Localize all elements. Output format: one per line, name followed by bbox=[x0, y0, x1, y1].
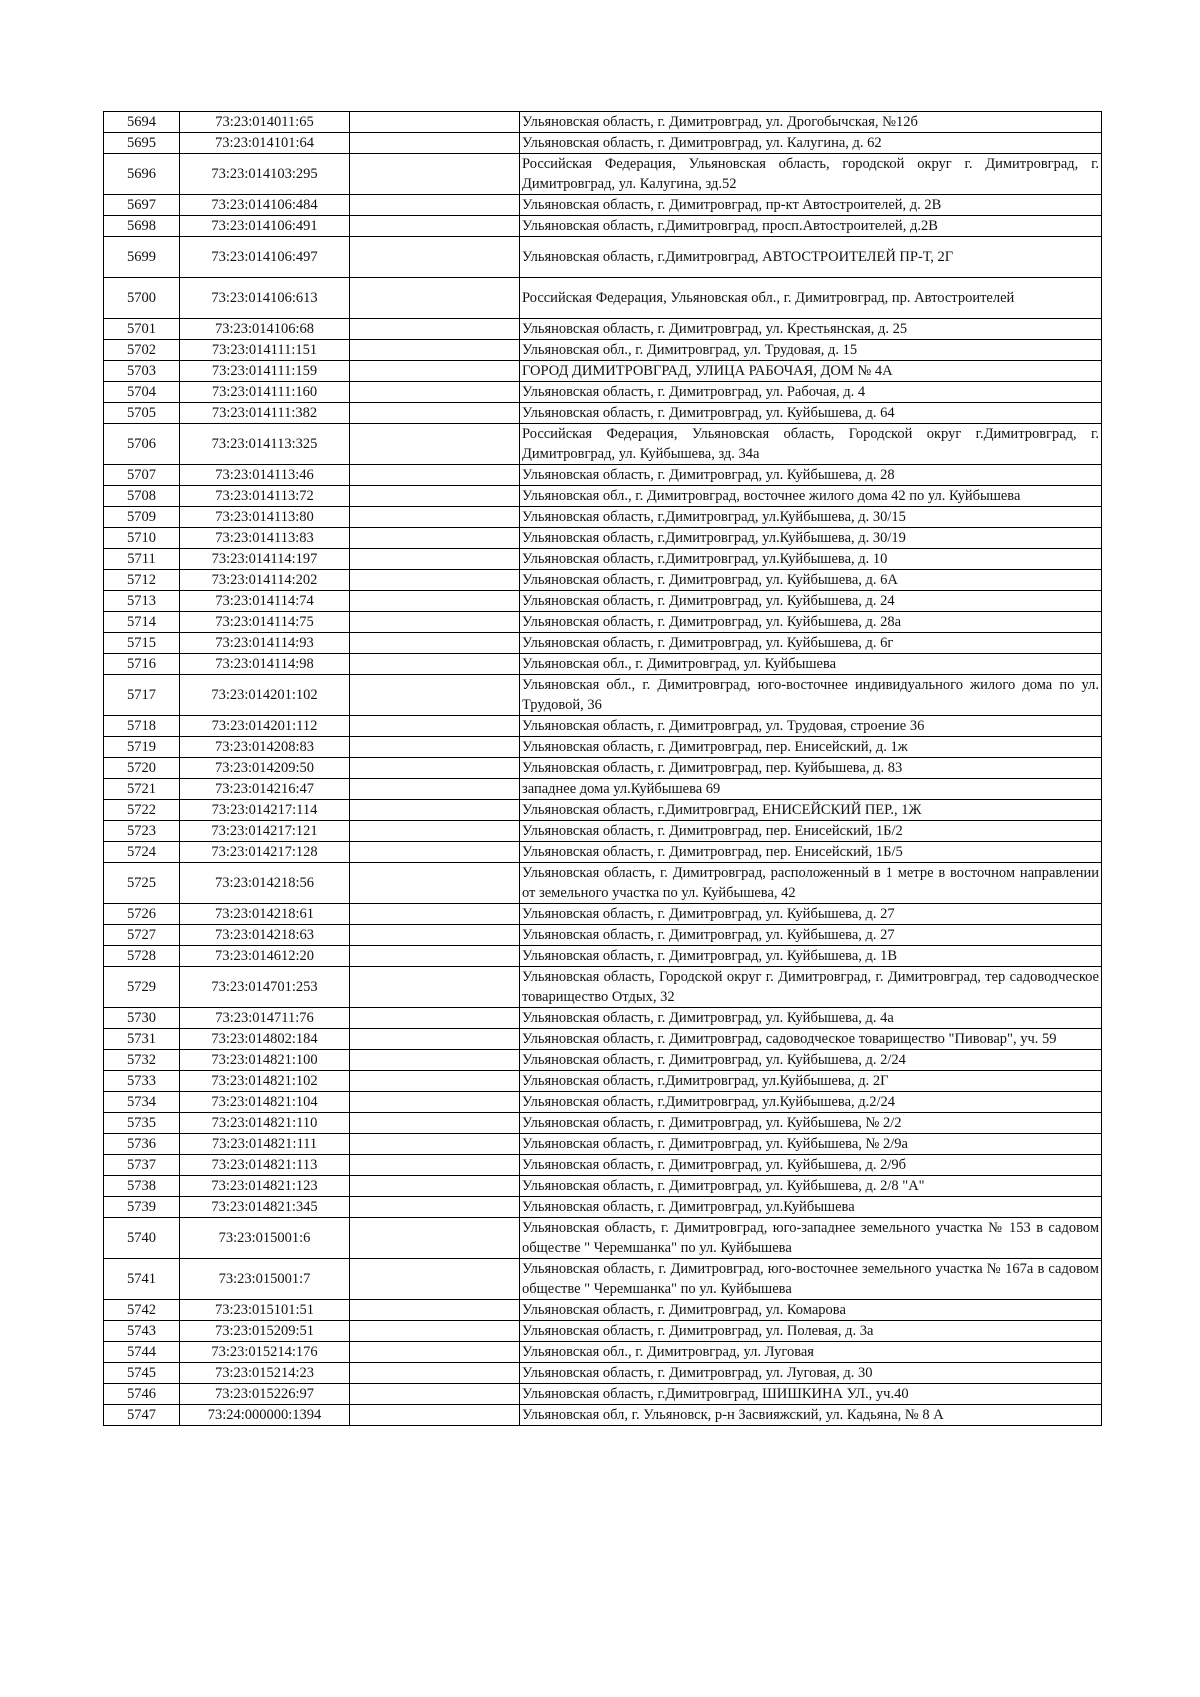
address: Ульяновская область, г. Димитровград, ул. Луговая, д. 30 bbox=[520, 1363, 1102, 1384]
row-number: 5701 bbox=[104, 319, 180, 340]
empty-cell bbox=[350, 633, 520, 654]
address: Ульяновская область, г. Димитровград, ул. Куйбышева, д. 2/8 "А" bbox=[520, 1176, 1102, 1197]
cadastral-number: 73:23:015001:7 bbox=[180, 1259, 350, 1300]
table-row bbox=[104, 612, 1102, 633]
table-row bbox=[104, 403, 1102, 424]
cadastral-number: 73:23:014821:113 bbox=[180, 1155, 350, 1176]
table-row bbox=[104, 863, 1102, 904]
table-row bbox=[104, 1071, 1102, 1092]
cadastral-number: 73:23:014111:382 bbox=[180, 403, 350, 424]
empty-cell bbox=[350, 278, 520, 319]
address: Ульяновская область, г. Димитровград, ул. Трудовая, строение 36 bbox=[520, 716, 1102, 737]
row-number: 5700 bbox=[104, 278, 180, 319]
cadastral-number: 73:23:014114:197 bbox=[180, 549, 350, 570]
table-row bbox=[104, 1342, 1102, 1363]
table-row bbox=[104, 591, 1102, 612]
empty-cell bbox=[350, 654, 520, 675]
address: Ульяновская область, г. Димитровград, пер. Енисейский, 1Б/5 bbox=[520, 842, 1102, 863]
cadastral-number: 73:23:014113:72 bbox=[180, 486, 350, 507]
empty-cell bbox=[350, 1008, 520, 1029]
row-number: 5718 bbox=[104, 716, 180, 737]
address: Ульяновская область, г. Димитровград, ул. Куйбышева, № 2/9а bbox=[520, 1134, 1102, 1155]
row-number: 5716 bbox=[104, 654, 180, 675]
address: Ульяновская обл., г. Димитровград, ул. Луговая bbox=[520, 1342, 1102, 1363]
empty-cell bbox=[350, 465, 520, 486]
empty-cell bbox=[350, 486, 520, 507]
cadastral-number: 73:23:014114:98 bbox=[180, 654, 350, 675]
table-row bbox=[104, 1092, 1102, 1113]
table-row bbox=[104, 382, 1102, 403]
row-number: 5734 bbox=[104, 1092, 180, 1113]
address: Ульяновская область, г. Димитровград, ул. Куйбышева, д. 28 bbox=[520, 465, 1102, 486]
row-number: 5704 bbox=[104, 382, 180, 403]
cadastral-number: 73:23:014821:123 bbox=[180, 1176, 350, 1197]
row-number: 5699 bbox=[104, 237, 180, 278]
table-row bbox=[104, 967, 1102, 1008]
cadastral-number: 73:23:015214:23 bbox=[180, 1363, 350, 1384]
address: Российская Федерация, Ульяновская область, городской округ г. Димитровград, г. Димитровград, ул. Калугина, зд.52 bbox=[520, 154, 1102, 195]
table-row bbox=[104, 633, 1102, 654]
table-row bbox=[104, 340, 1102, 361]
row-number: 5745 bbox=[104, 1363, 180, 1384]
empty-cell bbox=[350, 675, 520, 716]
row-number: 5747 bbox=[104, 1405, 180, 1426]
row-number: 5725 bbox=[104, 863, 180, 904]
address: Ульяновская обл., г. Димитровград, восточнее жилого дома 42 по ул. Куйбышева bbox=[520, 486, 1102, 507]
cadastral-number: 73:23:014114:202 bbox=[180, 570, 350, 591]
empty-cell bbox=[350, 821, 520, 842]
cadastral-number: 73:23:014111:160 bbox=[180, 382, 350, 403]
row-number: 5702 bbox=[104, 340, 180, 361]
empty-cell bbox=[350, 591, 520, 612]
row-number: 5736 bbox=[104, 1134, 180, 1155]
empty-cell bbox=[350, 1176, 520, 1197]
address: ГОРОД ДИМИТРОВГРАД, УЛИЦА РАБОЧАЯ, ДОМ № 4А bbox=[520, 361, 1102, 382]
row-number: 5744 bbox=[104, 1342, 180, 1363]
cadastral-number: 73:23:014114:75 bbox=[180, 612, 350, 633]
cadastral-number: 73:23:014106:497 bbox=[180, 237, 350, 278]
cadastral-number: 73:23:014217:114 bbox=[180, 800, 350, 821]
empty-cell bbox=[350, 737, 520, 758]
table-row bbox=[104, 278, 1102, 319]
empty-cell bbox=[350, 154, 520, 195]
address: Ульяновская область, г. Димитровград, пр-кт Автостроителей, д. 2В bbox=[520, 195, 1102, 216]
empty-cell bbox=[350, 1155, 520, 1176]
cadastral-number: 73:23:014217:121 bbox=[180, 821, 350, 842]
cadastral-number: 73:23:014111:151 bbox=[180, 340, 350, 361]
empty-cell bbox=[350, 1384, 520, 1405]
cadastral-number: 73:23:014114:74 bbox=[180, 591, 350, 612]
cadastral-number: 73:23:015001:6 bbox=[180, 1218, 350, 1259]
empty-cell bbox=[350, 1050, 520, 1071]
row-number: 5733 bbox=[104, 1071, 180, 1092]
row-number: 5705 bbox=[104, 403, 180, 424]
cadastral-number: 73:23:014216:47 bbox=[180, 779, 350, 800]
table-row bbox=[104, 821, 1102, 842]
address: Ульяновская область, г. Димитровград, ул. Дрогобычская, №12б bbox=[520, 112, 1102, 133]
cadastral-number: 73:23:014821:102 bbox=[180, 1071, 350, 1092]
table-row bbox=[104, 800, 1102, 821]
cadastral-number: 73:23:014711:76 bbox=[180, 1008, 350, 1029]
table-row bbox=[104, 570, 1102, 591]
row-number: 5707 bbox=[104, 465, 180, 486]
cadastral-number: 73:23:014208:83 bbox=[180, 737, 350, 758]
empty-cell bbox=[350, 1300, 520, 1321]
empty-cell bbox=[350, 1071, 520, 1092]
empty-cell bbox=[350, 361, 520, 382]
table-row bbox=[104, 361, 1102, 382]
cadastral-number: 73:23:014113:325 bbox=[180, 424, 350, 465]
cadastral-number: 73:23:014103:295 bbox=[180, 154, 350, 195]
row-number: 5712 bbox=[104, 570, 180, 591]
table-row bbox=[104, 1259, 1102, 1300]
cadastral-number: 73:23:014201:102 bbox=[180, 675, 350, 716]
cadastral-number: 73:23:014106:491 bbox=[180, 216, 350, 237]
table-row bbox=[104, 237, 1102, 278]
empty-cell bbox=[350, 528, 520, 549]
empty-cell bbox=[350, 1092, 520, 1113]
address: Ульяновская область, г. Димитровград, ул. Куйбышева, д. 4а bbox=[520, 1008, 1102, 1029]
address: Ульяновская обл., г. Димитровград, ул. Куйбышева bbox=[520, 654, 1102, 675]
empty-cell bbox=[350, 340, 520, 361]
row-number: 5746 bbox=[104, 1384, 180, 1405]
empty-cell bbox=[350, 570, 520, 591]
empty-cell bbox=[350, 612, 520, 633]
address: Ульяновская область, г.Димитровград, ЕНИСЕЙСКИЙ ПЕР., 1Ж bbox=[520, 800, 1102, 821]
cadastral-number: 73:23:014217:128 bbox=[180, 842, 350, 863]
empty-cell bbox=[350, 112, 520, 133]
empty-cell bbox=[350, 1321, 520, 1342]
cadastral-number: 73:23:015226:97 bbox=[180, 1384, 350, 1405]
empty-cell bbox=[350, 1197, 520, 1218]
row-number: 5739 bbox=[104, 1197, 180, 1218]
row-number: 5730 bbox=[104, 1008, 180, 1029]
cadastral-number: 73:23:014113:80 bbox=[180, 507, 350, 528]
address: Ульяновская область, г. Димитровград, ул. Куйбышева, д. 27 bbox=[520, 904, 1102, 925]
row-number: 5741 bbox=[104, 1259, 180, 1300]
address: Российская Федерация, Ульяновская обл., г. Димитровград, пр. Автостроителей bbox=[520, 278, 1102, 319]
cadastral-number: 73:23:014113:46 bbox=[180, 465, 350, 486]
empty-cell bbox=[350, 904, 520, 925]
cadastral-number: 73:23:014218:56 bbox=[180, 863, 350, 904]
table-row bbox=[104, 1050, 1102, 1071]
cadastral-number: 73:23:014101:64 bbox=[180, 133, 350, 154]
cadastral-number: 73:23:014106:613 bbox=[180, 278, 350, 319]
table-row bbox=[104, 654, 1102, 675]
empty-cell bbox=[350, 216, 520, 237]
row-number: 5713 bbox=[104, 591, 180, 612]
empty-cell bbox=[350, 863, 520, 904]
address: Ульяновская область, г. Димитровград, пер. Куйбышева, д. 83 bbox=[520, 758, 1102, 779]
cadastral-number: 73:23:014201:112 bbox=[180, 716, 350, 737]
row-number: 5723 bbox=[104, 821, 180, 842]
table-row bbox=[104, 737, 1102, 758]
address: Ульяновская область, г.Димитровград, ул.Куйбышева, д. 10 bbox=[520, 549, 1102, 570]
empty-cell bbox=[350, 1405, 520, 1426]
row-number: 5743 bbox=[104, 1321, 180, 1342]
address: Российская Федерация, Ульяновская область, Городской округ г.Димитровград, г. Димитровград, ул. Куйбышева, зд. 34а bbox=[520, 424, 1102, 465]
empty-cell bbox=[350, 967, 520, 1008]
cadastral-number: 73:23:014209:50 bbox=[180, 758, 350, 779]
address: Ульяновская область, г. Димитровград, ул. Куйбышева, д. 28а bbox=[520, 612, 1102, 633]
cadastral-number: 73:23:014114:93 bbox=[180, 633, 350, 654]
address: Ульяновская область, г. Димитровград, юго-восточнее земельного участка № 167а в садовом обществе " Черемшанка" по ул. Куйбышева bbox=[520, 1259, 1102, 1300]
address: Ульяновская область, г. Димитровград, ул. Куйбышева, д. 6А bbox=[520, 570, 1102, 591]
empty-cell bbox=[350, 549, 520, 570]
table-row bbox=[104, 154, 1102, 195]
table-row bbox=[104, 1134, 1102, 1155]
empty-cell bbox=[350, 1342, 520, 1363]
address: Ульяновская область, г.Димитровград, ул.Куйбышева, д. 30/19 bbox=[520, 528, 1102, 549]
table-row bbox=[104, 1176, 1102, 1197]
address: Ульяновская обл., г. Димитровград, юго-восточнее индивидуального жилого дома по ул. Трудовой, 36 bbox=[520, 675, 1102, 716]
table-row bbox=[104, 319, 1102, 340]
row-number: 5728 bbox=[104, 946, 180, 967]
row-number: 5721 bbox=[104, 779, 180, 800]
row-number: 5703 bbox=[104, 361, 180, 382]
table-row bbox=[104, 1363, 1102, 1384]
row-number: 5724 bbox=[104, 842, 180, 863]
row-number: 5709 bbox=[104, 507, 180, 528]
empty-cell bbox=[350, 842, 520, 863]
row-number: 5726 bbox=[104, 904, 180, 925]
address: Ульяновская область, г. Димитровград, пер. Енисейский, 1Б/2 bbox=[520, 821, 1102, 842]
table-row bbox=[104, 1218, 1102, 1259]
table-body bbox=[104, 112, 1102, 1426]
address: западнее дома ул.Куйбышева 69 bbox=[520, 779, 1102, 800]
empty-cell bbox=[350, 403, 520, 424]
address: Ульяновская область, г. Димитровград, ул. Куйбышева, д. 27 bbox=[520, 925, 1102, 946]
address: Ульяновская область, г. Димитровград, ул. Рабочая, д. 4 bbox=[520, 382, 1102, 403]
table-row bbox=[104, 675, 1102, 716]
row-number: 5737 bbox=[104, 1155, 180, 1176]
address: Ульяновская область, г.Димитровград, ШИШКИНА УЛ., уч.40 bbox=[520, 1384, 1102, 1405]
row-number: 5738 bbox=[104, 1176, 180, 1197]
address: Ульяновская область, г.Димитровград, ул.Куйбышева, д. 2Г bbox=[520, 1071, 1102, 1092]
empty-cell bbox=[350, 925, 520, 946]
row-number: 5696 bbox=[104, 154, 180, 195]
empty-cell bbox=[350, 319, 520, 340]
cadastral-number: 73:23:014011:65 bbox=[180, 112, 350, 133]
table-row bbox=[104, 758, 1102, 779]
empty-cell bbox=[350, 1363, 520, 1384]
table-row bbox=[104, 549, 1102, 570]
table-row bbox=[104, 216, 1102, 237]
address: Ульяновская область, г. Димитровград, ул. Крестьянская, д. 25 bbox=[520, 319, 1102, 340]
empty-cell bbox=[350, 946, 520, 967]
empty-cell bbox=[350, 1218, 520, 1259]
table-row bbox=[104, 1029, 1102, 1050]
table-row bbox=[104, 133, 1102, 154]
cadastral-number: 73:23:014821:345 bbox=[180, 1197, 350, 1218]
row-number: 5706 bbox=[104, 424, 180, 465]
address: Ульяновская область, г. Димитровград, садоводческое товарищество "Пивовар", уч. 59 bbox=[520, 1029, 1102, 1050]
address: Ульяновская область, г. Димитровград, ул. Куйбышева, д. 64 bbox=[520, 403, 1102, 424]
row-number: 5719 bbox=[104, 737, 180, 758]
empty-cell bbox=[350, 1113, 520, 1134]
address: Ульяновская область, г.Димитровград, просп.Автостроителей, д.2В bbox=[520, 216, 1102, 237]
cadastral-number: 73:23:014821:110 bbox=[180, 1113, 350, 1134]
cadastral-number: 73:23:014218:61 bbox=[180, 904, 350, 925]
empty-cell bbox=[350, 382, 520, 403]
address: Ульяновская область, г. Димитровград, ул. Куйбышева, д. 1В bbox=[520, 946, 1102, 967]
row-number: 5720 bbox=[104, 758, 180, 779]
address: Ульяновская область, г. Димитровград, расположенный в 1 метре в восточном направлении от земельного участка по ул. Куйбышева, 42 bbox=[520, 863, 1102, 904]
row-number: 5715 bbox=[104, 633, 180, 654]
address: Ульяновская область, г. Димитровград, ул. Куйбышева, д. 24 bbox=[520, 591, 1102, 612]
address: Ульяновская область, г. Димитровград, ул. Куйбышева, № 2/2 bbox=[520, 1113, 1102, 1134]
row-number: 5714 bbox=[104, 612, 180, 633]
row-number: 5722 bbox=[104, 800, 180, 821]
cadastral-number: 73:23:014218:63 bbox=[180, 925, 350, 946]
address: Ульяновская область, г. Димитровград, ул. Куйбышева, д. 2/9б bbox=[520, 1155, 1102, 1176]
cadastral-number: 73:23:014701:253 bbox=[180, 967, 350, 1008]
row-number: 5742 bbox=[104, 1300, 180, 1321]
cadastral-number: 73:23:014113:83 bbox=[180, 528, 350, 549]
address: Ульяновская область, г. Димитровград, ул. Калугина, д. 62 bbox=[520, 133, 1102, 154]
row-number: 5711 bbox=[104, 549, 180, 570]
table-row bbox=[104, 716, 1102, 737]
table-row bbox=[104, 1321, 1102, 1342]
row-number: 5694 bbox=[104, 112, 180, 133]
cadastral-number: 73:24:000000:1394 bbox=[180, 1405, 350, 1426]
row-number: 5731 bbox=[104, 1029, 180, 1050]
row-number: 5708 bbox=[104, 486, 180, 507]
cadastral-number: 73:23:015101:51 bbox=[180, 1300, 350, 1321]
table-row bbox=[104, 1405, 1102, 1426]
cadastral-number: 73:23:014111:159 bbox=[180, 361, 350, 382]
address: Ульяновская область, г. Димитровград, юго-западнее земельного участка № 153 в садовом обществе " Черемшанка" по ул. Куйбышева bbox=[520, 1218, 1102, 1259]
table-row bbox=[104, 842, 1102, 863]
empty-cell bbox=[350, 195, 520, 216]
table-row bbox=[104, 904, 1102, 925]
row-number: 5729 bbox=[104, 967, 180, 1008]
cadastral-number: 73:23:015214:176 bbox=[180, 1342, 350, 1363]
empty-cell bbox=[350, 1259, 520, 1300]
empty-cell bbox=[350, 716, 520, 737]
address: Ульяновская обл., г. Димитровград, ул. Трудовая, д. 15 bbox=[520, 340, 1102, 361]
address: Ульяновская область, г. Димитровград, ул.Куйбышева bbox=[520, 1197, 1102, 1218]
table-row bbox=[104, 1155, 1102, 1176]
row-number: 5732 bbox=[104, 1050, 180, 1071]
table-row bbox=[104, 1113, 1102, 1134]
address: Ульяновская область, г. Димитровград, ул. Комарова bbox=[520, 1300, 1102, 1321]
table-row bbox=[104, 424, 1102, 465]
empty-cell bbox=[350, 237, 520, 278]
row-number: 5735 bbox=[104, 1113, 180, 1134]
empty-cell bbox=[350, 133, 520, 154]
table-row bbox=[104, 507, 1102, 528]
empty-cell bbox=[350, 800, 520, 821]
table-row bbox=[104, 1384, 1102, 1405]
empty-cell bbox=[350, 1134, 520, 1155]
cadastral-number: 73:23:015209:51 bbox=[180, 1321, 350, 1342]
cadastral-number: 73:23:014821:100 bbox=[180, 1050, 350, 1071]
address: Ульяновская область, г. Димитровград, ул. Куйбышева, д. 6г bbox=[520, 633, 1102, 654]
cadastral-number: 73:23:014821:111 bbox=[180, 1134, 350, 1155]
row-number: 5727 bbox=[104, 925, 180, 946]
cadastral-number: 73:23:014612:20 bbox=[180, 946, 350, 967]
table-row bbox=[104, 195, 1102, 216]
address: Ульяновская область, г. Димитровград, пер. Енисейский, д. 1ж bbox=[520, 737, 1102, 758]
empty-cell bbox=[350, 424, 520, 465]
table-row bbox=[104, 1300, 1102, 1321]
row-number: 5698 bbox=[104, 216, 180, 237]
address: Ульяновская область, Городской округ г. Димитровград, г. Димитровград, тер садоводческое товарищество Отдых, 32 bbox=[520, 967, 1102, 1008]
table-row bbox=[104, 528, 1102, 549]
empty-cell bbox=[350, 758, 520, 779]
address: Ульяновская область, г.Димитровград, ул.Куйбышева, д. 30/15 bbox=[520, 507, 1102, 528]
table-row bbox=[104, 486, 1102, 507]
address: Ульяновская область, г. Димитровград, ул. Куйбышева, д. 2/24 bbox=[520, 1050, 1102, 1071]
row-number: 5697 bbox=[104, 195, 180, 216]
table-row bbox=[104, 1008, 1102, 1029]
row-number: 5717 bbox=[104, 675, 180, 716]
row-number: 5695 bbox=[104, 133, 180, 154]
table-row bbox=[104, 925, 1102, 946]
empty-cell bbox=[350, 779, 520, 800]
empty-cell bbox=[350, 507, 520, 528]
cadastral-number: 73:23:014821:104 bbox=[180, 1092, 350, 1113]
cadastral-number: 73:23:014106:484 bbox=[180, 195, 350, 216]
table-row bbox=[104, 465, 1102, 486]
cadastral-number: 73:23:014802:184 bbox=[180, 1029, 350, 1050]
row-number: 5740 bbox=[104, 1218, 180, 1259]
table-row bbox=[104, 112, 1102, 133]
table-row bbox=[104, 1197, 1102, 1218]
table-row bbox=[104, 779, 1102, 800]
address: Ульяновская область, г. Димитровград, ул. Полевая, д. 3а bbox=[520, 1321, 1102, 1342]
address: Ульяновская обл, г. Ульяновск, р-н Засвияжский, ул. Кадьяна, № 8 А bbox=[520, 1405, 1102, 1426]
cadastral-number: 73:23:014106:68 bbox=[180, 319, 350, 340]
address: Ульяновская область, г.Димитровград, ул.Куйбышева, д.2/24 bbox=[520, 1092, 1102, 1113]
row-number: 5710 bbox=[104, 528, 180, 549]
table-row bbox=[104, 946, 1102, 967]
address: Ульяновская область, г.Димитровград, АВТОСТРОИТЕЛЕЙ ПР-Т, 2Г bbox=[520, 237, 1102, 278]
property-table bbox=[103, 111, 1102, 1426]
empty-cell bbox=[350, 1029, 520, 1050]
